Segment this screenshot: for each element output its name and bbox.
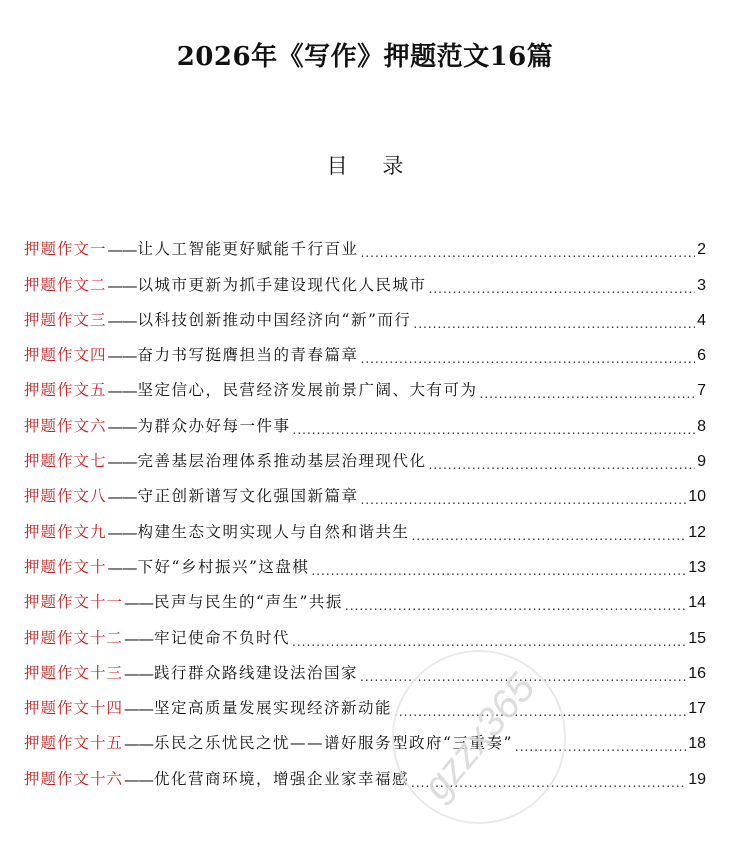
toc-entry-separator: —— (124, 735, 154, 754)
toc-entry-separator: —— (107, 347, 137, 366)
toc-entry-label: 押题作文一 (24, 240, 107, 259)
toc-entry[interactable] (24, 506, 706, 541)
toc-entry-page-number: 19 (688, 770, 706, 788)
toc-entry-page-number: 13 (688, 558, 706, 576)
toc-entry-leader-dots (413, 318, 695, 330)
toc-entry-subtitle: 以科技创新推动中国经济向“新”而行 (137, 310, 412, 329)
toc-entry-leader-dots (361, 494, 687, 506)
toc-entry-separator: —— (124, 594, 154, 613)
toc-entry[interactable] (24, 648, 706, 683)
toc-entry-separator: —— (107, 523, 137, 542)
toc-entry[interactable] (24, 224, 706, 259)
toc-entry-subtitle: 践行群众路线建设法治国家 (154, 663, 359, 682)
toc-entry-page-number: 12 (688, 523, 706, 541)
toc-entry-page-number: 4 (697, 311, 706, 329)
toc-entry-separator: —— (107, 241, 137, 260)
toc-entry[interactable] (24, 542, 706, 577)
toc-entry-leader-dots (292, 636, 686, 648)
toc-entry-subtitle: 让人工智能更好赋能千行百业 (137, 240, 359, 259)
toc-entry-subtitle: 坚定高质量发展实现经济新动能 (154, 699, 393, 718)
toc-entry-page-number: 3 (697, 276, 706, 294)
toc-entry-subtitle: 奋力书写挺膺担当的青春篇章 (137, 346, 359, 365)
toc-entry-page-number: 18 (688, 735, 706, 753)
toc-entry-subtitle: 为群众办好每一件事 (137, 416, 291, 435)
toc-entry-subtitle: 优化营商环境，增强企业家幸福感 (154, 769, 410, 788)
toc-entry[interactable] (24, 612, 706, 647)
toc-entry-label: 押题作文三 (24, 310, 107, 329)
toc-entry-label: 押题作文十五 (24, 734, 124, 753)
toc-entry-leader-dots (394, 706, 686, 718)
toc-entry-page-number: 8 (697, 417, 706, 435)
toc-entry-separator: —— (124, 664, 154, 683)
toc-entry[interactable] (24, 753, 706, 788)
toc-entry-page-number: 10 (688, 488, 706, 506)
toc-heading: 目 录 (326, 154, 418, 178)
toc-entry-leader-dots (515, 741, 686, 753)
toc-entry-page-number: 2 (697, 241, 706, 259)
toc-entry-label: 押题作文五 (24, 381, 107, 400)
toc-entry-separator: —— (107, 417, 137, 436)
toc-entry[interactable] (24, 259, 706, 294)
toc-entry-subtitle: 以城市更新为抓手建设现代化人民城市 (137, 275, 427, 294)
toc-entry-leader-dots (360, 671, 686, 683)
toc-entry-leader-dots (361, 353, 696, 365)
toc-entry-leader-dots (311, 565, 686, 577)
toc-entry-leader-dots (412, 530, 687, 542)
toc-entry-label: 押题作文十二 (24, 628, 124, 647)
toc-entry-separator: —— (107, 558, 137, 577)
toc-entry-page-number: 17 (688, 700, 706, 718)
toc-entry-leader-dots (429, 459, 696, 471)
table-of-contents (24, 224, 706, 789)
toc-entry-label: 押题作文八 (24, 487, 107, 506)
toc-entry-page-number: 16 (688, 664, 706, 682)
toc-entry[interactable] (24, 718, 706, 753)
toc-entry-leader-dots (293, 424, 696, 436)
toc-entry[interactable] (24, 436, 706, 471)
toc-entry-page-number: 6 (697, 347, 706, 365)
toc-entry-separator: —— (107, 276, 137, 295)
toc-entry-subtitle: 牢记使命不负时代 (154, 628, 291, 647)
toc-entry-separator: —— (124, 629, 154, 648)
toc-entry-separator: —— (124, 770, 154, 789)
toc-entry-separator: —— (107, 311, 137, 330)
toc-entry-label: 押题作文十四 (24, 699, 124, 718)
toc-entry[interactable] (24, 330, 706, 365)
toc-entry-subtitle: 守正创新谱写文化强国新篇章 (137, 487, 359, 506)
toc-entry-label: 押题作文二 (24, 275, 107, 294)
toc-entry[interactable] (24, 365, 706, 400)
toc-entry-subtitle: 下好“乡村振兴”这盘棋 (137, 557, 310, 576)
toc-entry-page-number: 15 (688, 629, 706, 647)
toc-entry-label: 押题作文七 (24, 452, 107, 471)
toc-entry-subtitle: 完善基层治理体系推动基层治理现代化 (137, 452, 427, 471)
toc-entry-leader-dots (345, 600, 686, 612)
toc-entry-label: 押题作文十 (24, 557, 107, 576)
document-title: 2026年《写作》押题范文16篇 (176, 42, 554, 72)
toc-entry-leader-dots (429, 283, 696, 295)
toc-entry-label: 押题作文六 (24, 416, 107, 435)
toc-entry-label: 押题作文九 (24, 522, 107, 541)
toc-entry-label: 押题作文十一 (24, 593, 124, 612)
toc-entry[interactable] (24, 295, 706, 330)
toc-entry-leader-dots (480, 388, 696, 400)
toc-entry-separator: —— (124, 700, 154, 719)
toc-entry-leader-dots (411, 777, 686, 789)
toc-entry-page-number: 7 (697, 382, 706, 400)
toc-entry[interactable] (24, 400, 706, 435)
toc-entry-label: 押题作文四 (24, 346, 107, 365)
toc-entry-separator: —— (107, 453, 137, 472)
toc-entry-page-number: 14 (688, 594, 706, 612)
toc-entry-subtitle: 乐民之乐忧民之忧——谱好服务型政府“三重奏” (154, 734, 513, 753)
toc-entry[interactable] (24, 577, 706, 612)
toc-entry[interactable] (24, 683, 706, 718)
toc-entry-separator: —— (107, 382, 137, 401)
toc-entry-label: 押题作文十六 (24, 769, 124, 788)
toc-entry-label: 押题作文十三 (24, 663, 124, 682)
toc-entry[interactable] (24, 471, 706, 506)
toc-entry-subtitle: 坚定信心，民营经济发展前景广阔、大有可为 (137, 381, 478, 400)
toc-entry-separator: —— (107, 488, 137, 507)
toc-entry-subtitle: 构建生态文明实现人与自然和谐共生 (137, 522, 410, 541)
toc-entry-leader-dots (361, 247, 696, 259)
toc-entry-page-number: 9 (697, 453, 706, 471)
watermark: gzzx365 (356, 614, 601, 859)
toc-entry-subtitle: 民声与民生的“声生”共振 (154, 593, 343, 612)
